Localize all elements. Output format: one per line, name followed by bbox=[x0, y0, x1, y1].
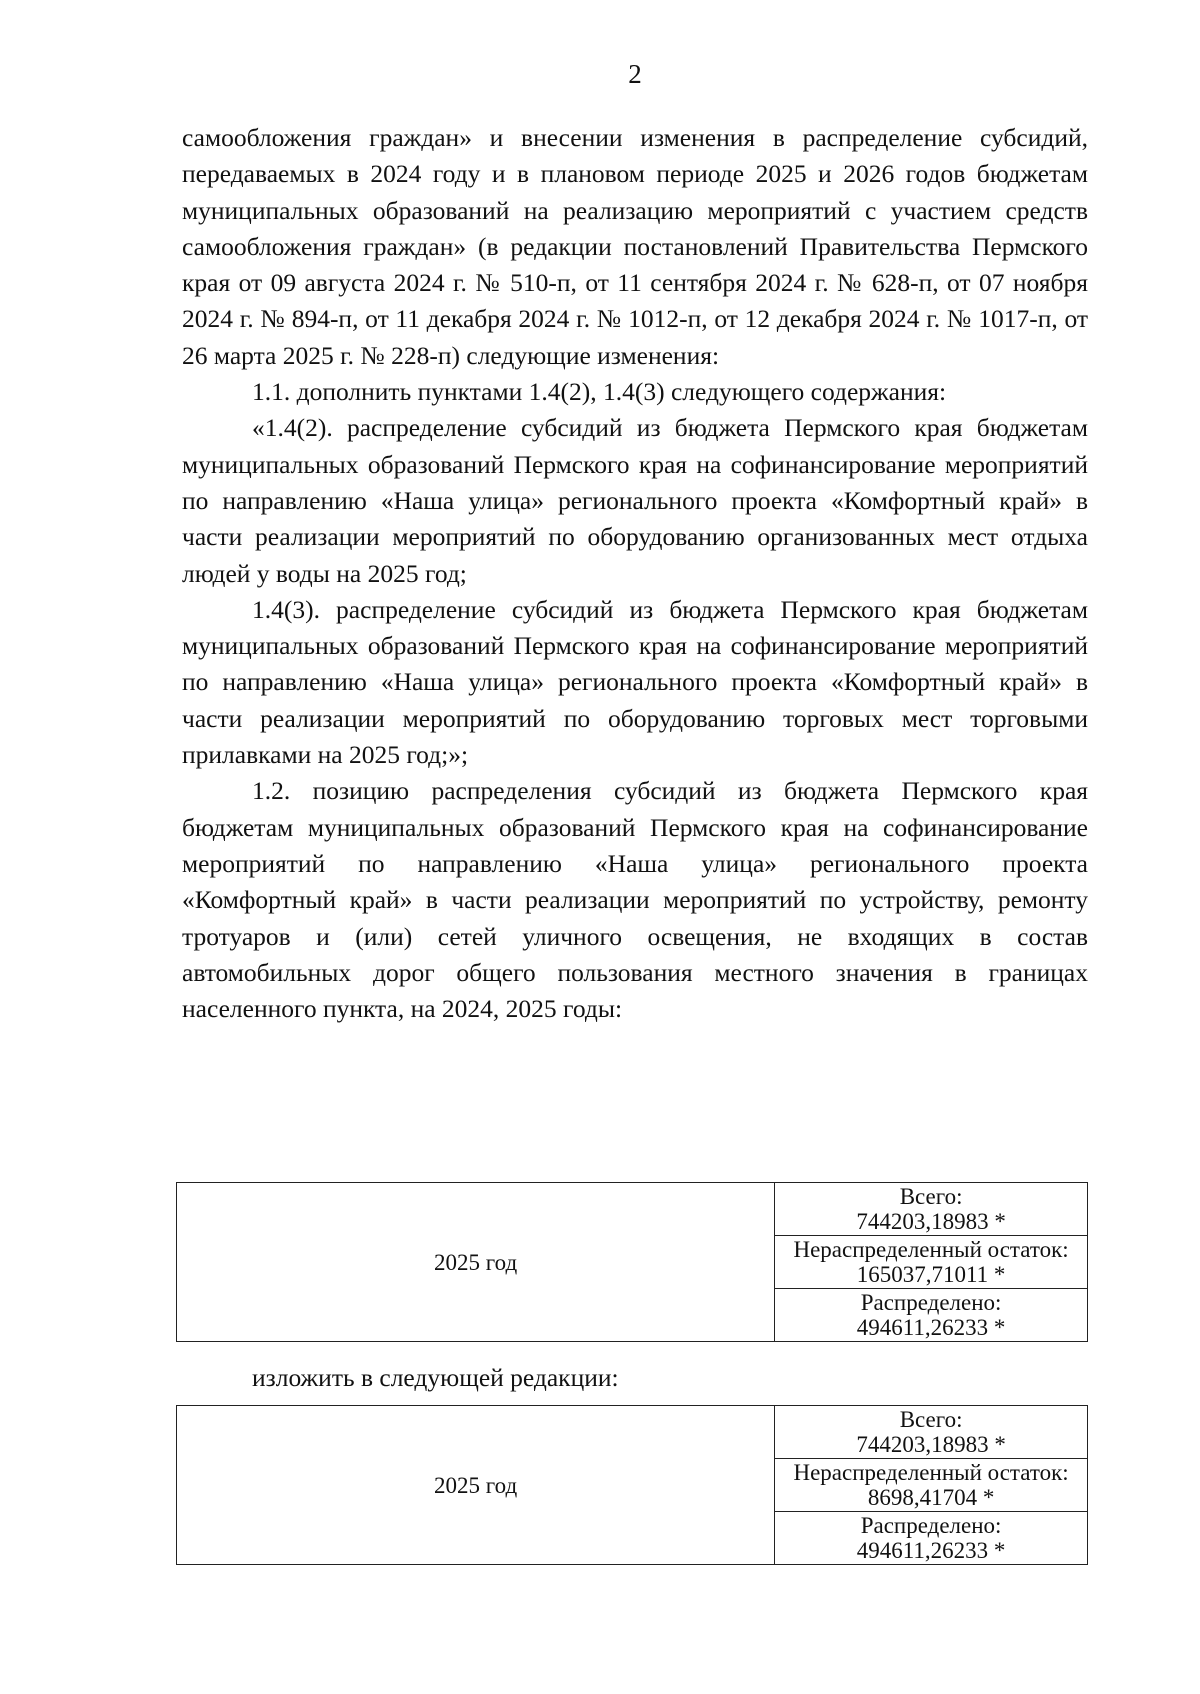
paragraph-1-2: 1.2. позицию распределения субсидий из бюджета Пермского края бюджетам муниципальных образований Пермского края на софинансирование мероприятий по направлению «Наша улица» регионального проекта «Комфортный край» в части реализации мероприятий по устройству, ремонту тротуаров и (или) сетей уличного освещения, не входящих в состав автомобильных дорог общего пользования местного значения в границах населенного пункта, на 2024, 2025 годы: bbox=[182, 776, 1088, 1024]
remainder-value: 8698,41704 * bbox=[867, 1485, 995, 1510]
year-cell: 2025 год bbox=[177, 1406, 775, 1565]
remainder-cell bbox=[775, 1236, 1088, 1289]
page-number: 2 bbox=[628, 59, 642, 89]
paragraph-1-4-3: 1.4(3). распределение субсидий из бюджета Пермского края бюджетам муниципальных образований Пермского края на софинансирование мероприятий по направлению «Наша улица» регионального проекта «Комфортный край» в части реализации мероприятий по оборудованию торговых мест торговыми прилавками на 2025 год;»; bbox=[182, 594, 1088, 770]
total-cell bbox=[775, 1183, 1088, 1236]
total-value: 744203,18983 * bbox=[856, 1432, 1006, 1457]
distributed-value: 494611,26233 * bbox=[856, 1538, 1006, 1563]
paragraph-1-1: 1.1. дополнить пунктами 1.4(2), 1.4(3) следующего содержания: bbox=[252, 377, 947, 407]
paragraph-1-4-2: «1.4(2). распределение субсидий из бюджета Пермского края бюджетам муниципальных образований Пермского края на софинансирование мероприятий по направлению «Наша улица» регионального проекта «Комфортный край» в части реализации мероприятий по оборудованию организованных мест отдыха людей у воды на 2025 год; bbox=[182, 413, 1088, 588]
subsidy-table-old bbox=[176, 1182, 1088, 1342]
distributed-cell bbox=[775, 1289, 1088, 1342]
lead-in-text: изложить в следующей редакции: bbox=[252, 1363, 619, 1392]
total-value: 744203,18983 * bbox=[856, 1209, 1006, 1234]
remainder-label: Нераспределенный остаток: bbox=[793, 1237, 1069, 1262]
total-label: Всего: bbox=[899, 1407, 963, 1432]
paragraph-intro: самообложения граждан» и внесении изменения в распределение субсидий, передаваемых в 2024 году и в плановом периоде 2025 и 2026 годов бюджетам муниципальных образований на реализацию мероприятий с участием средств самообложения граждан» (в редакции постановлений Правительства Пермского края от 09 августа 2024 г. № 510-п, от 11 сентября 2024 г. № 628-п, от 07 ноября 2024 г. № 894-п, от 11 декабря 2024 г. № 1012-п, от 12 декабря 2024 г. № 1017-п, от 26 марта 2025 г. № 228-п) следующие изменения: bbox=[182, 123, 1088, 370]
distributed-label: Распределено: bbox=[860, 1290, 1002, 1315]
distributed-cell bbox=[775, 1512, 1088, 1565]
distributed-value: 494611,26233 * bbox=[856, 1315, 1006, 1340]
remainder-cell bbox=[775, 1459, 1088, 1512]
remainder-label: Нераспределенный остаток: bbox=[793, 1460, 1069, 1485]
body-text bbox=[182, 120, 1088, 1027]
subsidy-table-new bbox=[176, 1405, 1088, 1565]
total-cell bbox=[775, 1406, 1088, 1459]
total-label: Всего: bbox=[899, 1184, 963, 1209]
distributed-label: Распределено: bbox=[860, 1513, 1002, 1538]
year-cell: 2025 год bbox=[177, 1183, 775, 1342]
remainder-value: 165037,71011 * bbox=[856, 1262, 1006, 1287]
